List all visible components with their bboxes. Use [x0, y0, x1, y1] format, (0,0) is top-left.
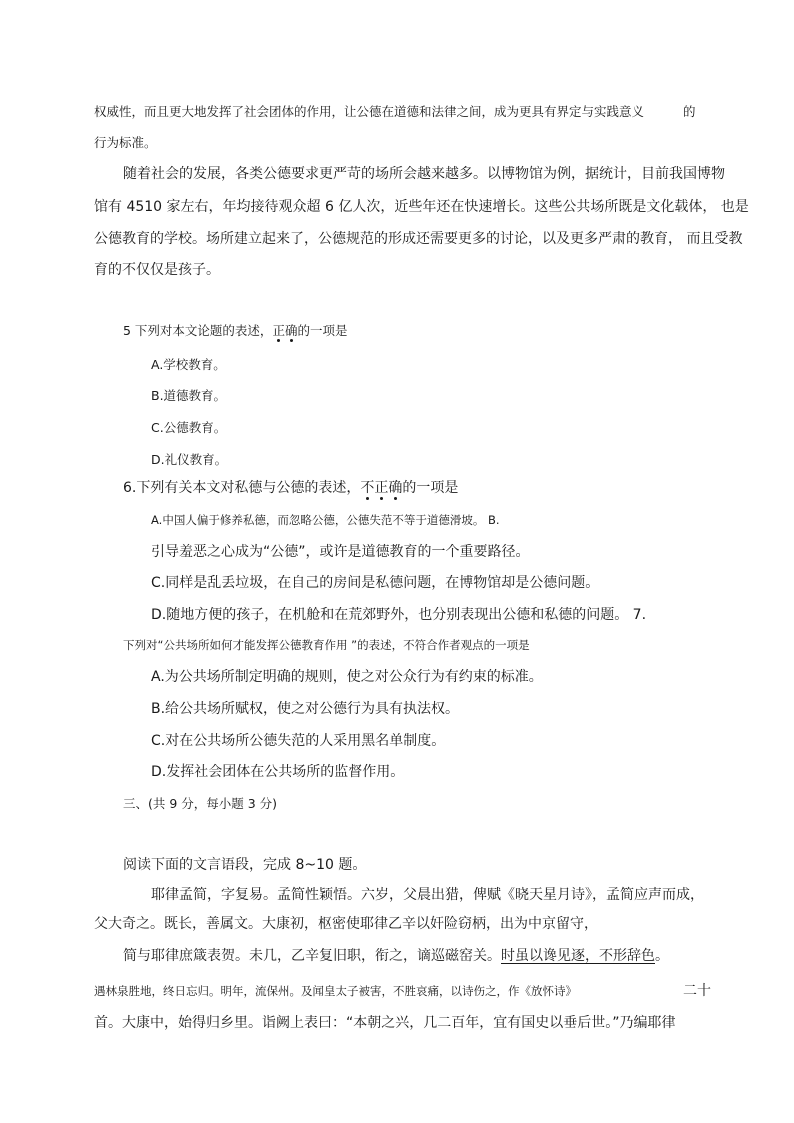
- classical-text-line: [123, 946, 669, 966]
- question-5-stem: [123, 321, 347, 341]
- question-5-option-c: C.公德教育。: [151, 420, 227, 435]
- question-7-option-a: A.为公共场所制定明确的规则，使之对公众行为有约束的标准。: [151, 669, 543, 685]
- section-3-intro: 阅读下面的文言语段，完成 8~10 题。: [123, 857, 367, 873]
- underlined-sentence: 时虽以谗见逐，不形辞色: [501, 948, 655, 964]
- question-5-option-b: B.道德教育。: [151, 388, 227, 403]
- question-6-option-c: C.同样是乱丢垃圾，在自己的房间是私德问题，在博物馆却是公德问题。: [151, 575, 600, 591]
- question-7-option-b: B.给公共场所赋权，使之对公德行为具有执法权。: [151, 701, 460, 717]
- passage-line: 公德教育的学校。场所建立起来了，公德规范的形成还需要更多的讨论，以及更多严肃的教育， 而且受教: [94, 231, 743, 247]
- question-6-stem: [123, 478, 458, 498]
- passage-line-end: 的: [683, 104, 696, 119]
- emphasis-char: 正: [272, 323, 285, 338]
- passage-line: 馆有 4510 家左右，年均接待观众超 6 亿人次，近些年还在快速增长。这些公共场所既是文化载体， 也是: [94, 199, 749, 215]
- text-segment: 。: [655, 948, 669, 964]
- passage-line: 育的不仅仅是孩子。: [94, 262, 220, 278]
- classical-text-line: 遇林泉胜地，终日忘归。明年，流保州。及闻皇太子被害，不胜哀痛，以诗伤之，作《放怀诗》: [94, 984, 577, 998]
- question-6-option-d: D.随地方便的孩子，在机舱和在荒郊野外，也分别表现出公德和私德的问题。 7.: [151, 607, 647, 623]
- question-7-option-c: C.对在公共场所公德失范的人采用黑名单制度。: [151, 733, 446, 749]
- classical-text-line: 首。大康中，始得归乡里。诣阙上表曰：“本朝之兴，几二百年，宜有国史以垂后世。”乃编耶律: [94, 1015, 676, 1031]
- emphasis-char: 不: [360, 480, 375, 496]
- text-segment: 简与耶律庶箴表贺。未几，乙辛复旧职，衔之，谪巡磁窑关。: [123, 948, 501, 964]
- classical-text-line: 父大奇之。既长，善属文。大康初，枢密使耶律乙辛以奸险窃柄，出为中京留守，: [94, 916, 598, 932]
- passage-line: 权威性，而且更大地发挥了社会团体的作用，让公德在道德和法律之间，成为更具有界定与实践意义: [94, 104, 645, 119]
- stem-text: 的一项是: [297, 323, 348, 338]
- stem-text: 的一项是: [402, 480, 459, 496]
- question-5-option-d: D.礼仪教育。: [151, 452, 228, 467]
- emphasis-char: 正: [374, 480, 389, 496]
- section-3-heading: 三、(共 9 分，每小题 3 分): [123, 796, 278, 811]
- passage-line: 随着社会的发展，各类公德要求更严苛的场所会越来越多。以博物馆为例，据统计，目前我国博物: [123, 166, 725, 182]
- question-6-option-b: 引导羞恶之心成为“公德”，或许是道德教育的一个重要路径。: [151, 544, 530, 560]
- classical-text-line: 耶律孟简，字复易。孟简性颖悟。六岁，父晨出猎，俾赋《晓天星月诗》，孟简应声而成，: [151, 887, 704, 903]
- classical-text-line-end: 二十: [683, 983, 711, 999]
- question-7-stem: 下列对“公共场所如何才能发挥公德教育作用 ”的表述，不符合作者观点的一项是: [123, 638, 530, 652]
- emphasis-char: 确: [284, 323, 298, 338]
- question-5-option-a: A.学校教育。: [151, 357, 226, 372]
- emphasis-char: 确: [388, 480, 403, 496]
- question-7-option-d: D.发挥社会团体在公共场所的监督作用。: [151, 764, 405, 780]
- stem-text: 6.下列有关本文对私德与公德的表述，: [123, 480, 361, 496]
- question-6-option-a: A.中国人偏于修养私德，而忽略公德，公德失范不等于道德滑坡。 B.: [151, 513, 500, 527]
- passage-line: 行为标准。: [94, 135, 157, 150]
- stem-text: 5 下列对本文论题的表述，: [123, 323, 273, 338]
